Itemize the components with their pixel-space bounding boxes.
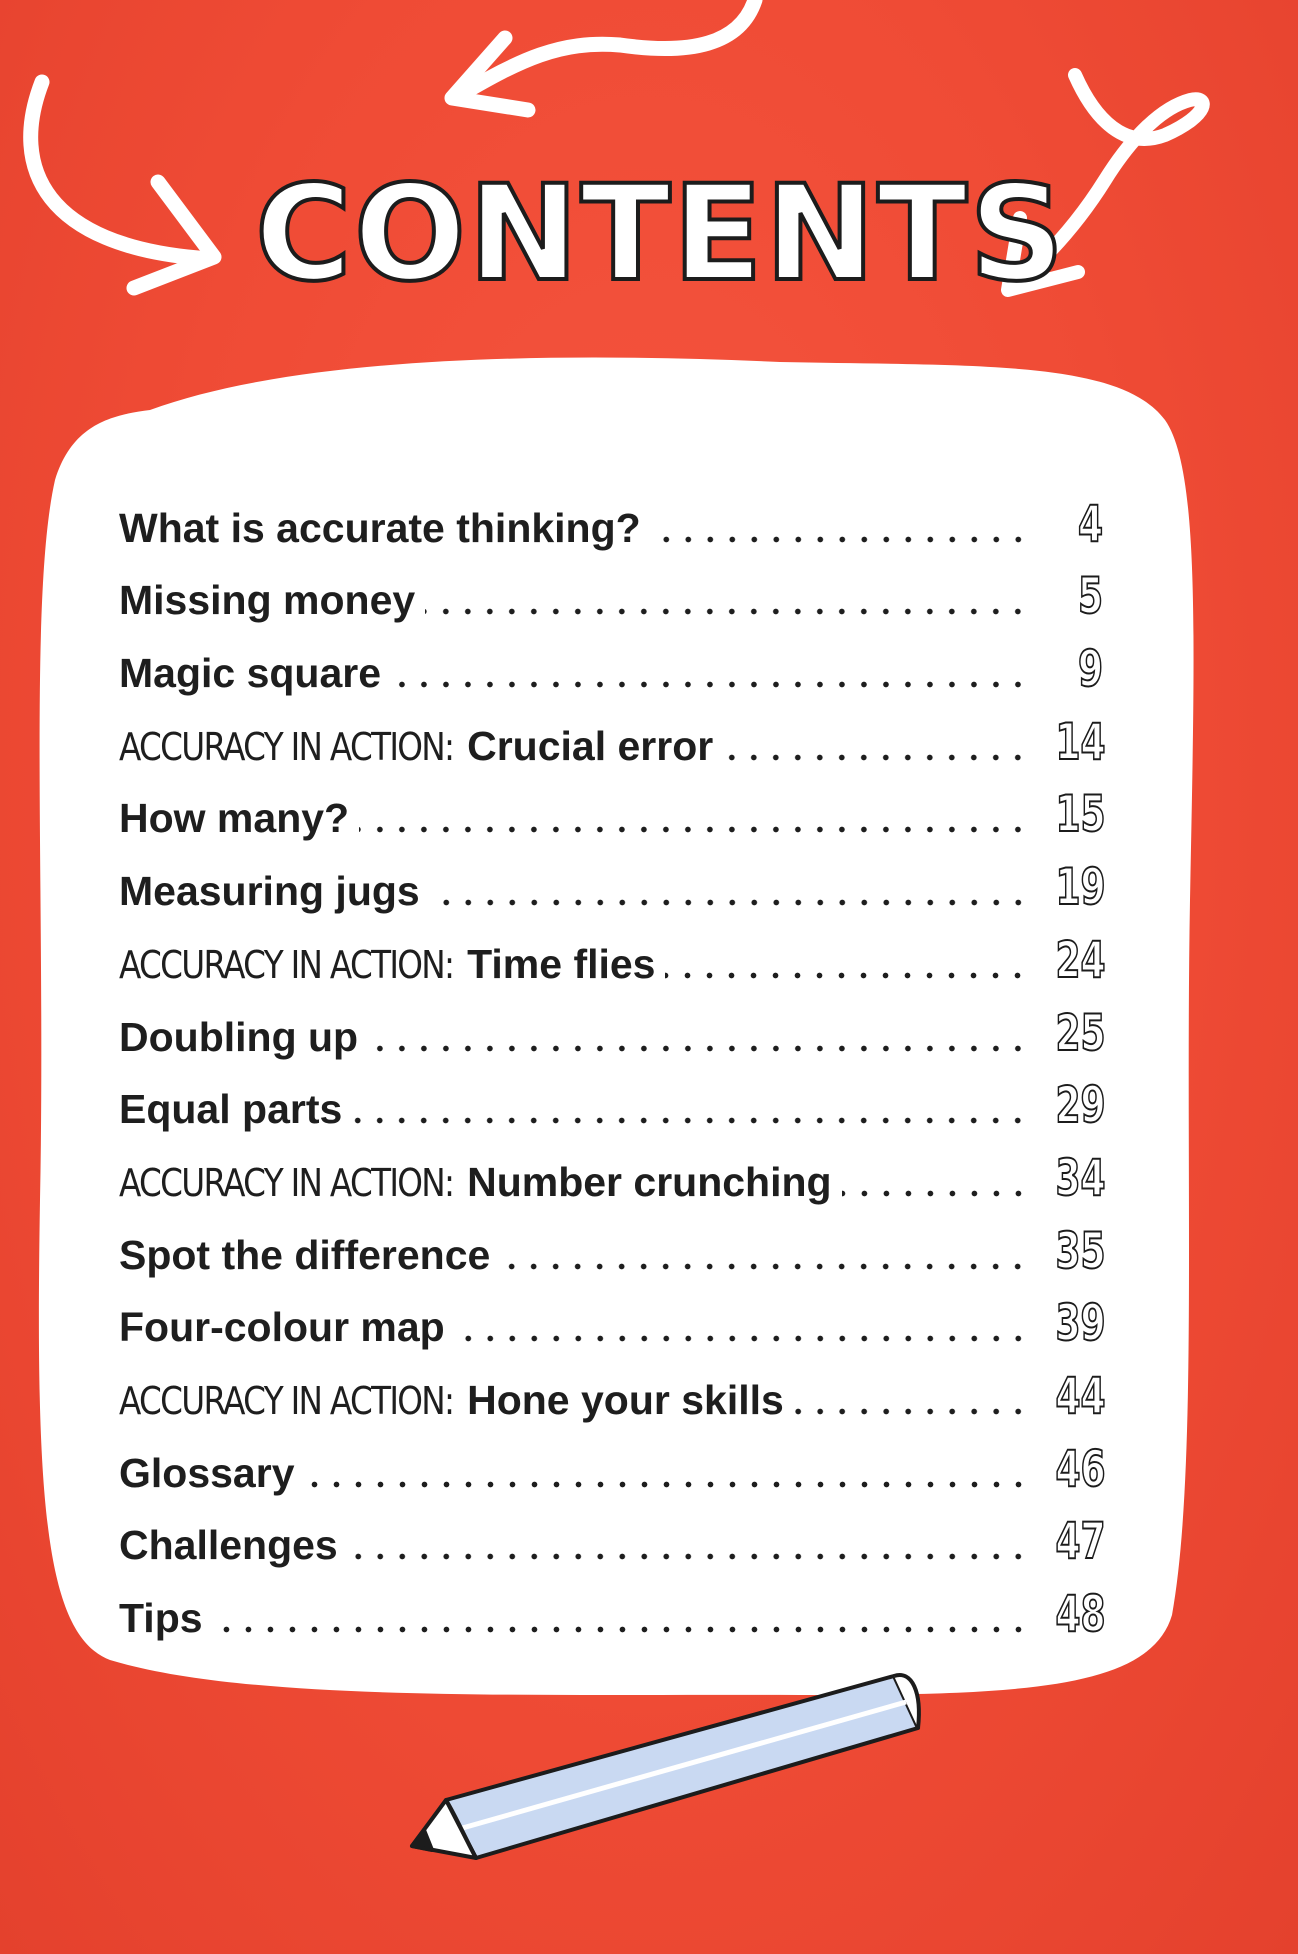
toc-entry-title: [119, 1231, 491, 1278]
dot-leader: [425, 608, 1029, 615]
toc-entry-title: [119, 1522, 338, 1569]
toc-page-number: 47: [1055, 1512, 1106, 1571]
dot-leader: [359, 826, 1029, 833]
toc-entry-label: Doubling up: [119, 1013, 359, 1060]
toc-entry: [119, 922, 1106, 995]
toc-entry-label: Missing money: [119, 577, 416, 624]
dot-leader: [368, 1045, 1029, 1052]
toc-entry-label: Number crunching: [467, 1158, 832, 1205]
dot-leader: [430, 899, 1029, 906]
toc-entry-label: Spot the difference: [119, 1231, 491, 1278]
toc-entry: [119, 1286, 1106, 1359]
toc-entry-label: Four-colour map: [119, 1304, 445, 1351]
toc-page-number: 44: [1055, 1366, 1106, 1425]
toc-entry-label: Crucial error: [467, 722, 714, 769]
dot-leader: [305, 1481, 1030, 1488]
toc-entry-title: [119, 940, 656, 987]
toc-entry-label: Glossary: [119, 1449, 295, 1496]
toc-entry-title: [119, 1376, 784, 1423]
toc-entry-title: [119, 1086, 343, 1133]
dot-leader: [391, 681, 1029, 688]
toc-entry: [119, 1504, 1106, 1577]
toc-entry-title: [119, 1304, 445, 1351]
toc-page-number: 48: [1055, 1585, 1106, 1643]
dot-leader: [723, 754, 1029, 761]
dot-leader: [352, 1117, 1029, 1124]
toc-entry-label: What is accurate thinking?: [119, 504, 641, 551]
toc-page-number: 46: [1055, 1439, 1106, 1498]
toc-entry-title: [119, 795, 350, 842]
toc-entry: [119, 777, 1106, 850]
toc-page-number: 5: [1077, 567, 1103, 626]
toc-entry-prefix: ACCURACY IN ACTION:: [119, 1378, 454, 1423]
toc-entry-label: Magic square: [119, 650, 382, 697]
toc-entry-label: How many?: [119, 795, 350, 842]
toc-entry-title: [119, 577, 416, 624]
toc-entry-label: Measuring jugs: [119, 868, 420, 915]
toc-page-number: 15: [1055, 785, 1106, 844]
toc-entry: [119, 1358, 1106, 1431]
toc-entry-title: [119, 1449, 295, 1496]
dot-leader: [842, 1190, 1029, 1197]
toc-entry: [119, 631, 1103, 704]
toc-entry-label: Tips: [119, 1595, 203, 1641]
toc-entry: [119, 1213, 1106, 1286]
toc-entry: [119, 1140, 1106, 1213]
toc-entry-title: [119, 722, 714, 769]
toc-page-number: 29: [1055, 1076, 1106, 1135]
toc-entry: [119, 1068, 1106, 1141]
toc-entry-title: [119, 650, 382, 697]
left-arrow-icon: [31, 82, 214, 288]
toc-entry-title: [119, 1013, 359, 1060]
dot-leader: [455, 1335, 1029, 1342]
toc-page-number: 24: [1055, 930, 1106, 989]
toc-page-number: 34: [1055, 1148, 1106, 1207]
toc-entry-label: Time flies: [467, 940, 656, 987]
toc-page-number: 25: [1055, 1003, 1106, 1062]
toc-entry: [119, 559, 1103, 632]
toc-entry-title: [119, 868, 420, 915]
toc-entry: [119, 1431, 1106, 1504]
toc-page-number: 35: [1055, 1221, 1106, 1280]
top-arrow-icon: [452, 0, 755, 110]
toc-entry-label: Challenges: [119, 1522, 338, 1569]
toc-entry-title: [119, 504, 641, 551]
toc-entry-label: Hone your skills: [467, 1376, 784, 1423]
toc-entry: [119, 995, 1106, 1068]
pencil-icon: [412, 1675, 919, 1858]
dot-leader: [213, 1626, 1029, 1633]
dot-leader: [794, 1408, 1029, 1415]
dot-leader: [665, 972, 1029, 979]
toc-entry: [119, 704, 1106, 777]
dot-leader: [348, 1553, 1029, 1560]
toc-page-number: 9: [1077, 640, 1103, 699]
toc-page-number: 39: [1055, 1294, 1106, 1353]
toc-entry: [119, 486, 1103, 559]
toc-entry-title: [119, 1158, 832, 1205]
toc-entry-prefix: ACCURACY IN ACTION:: [119, 724, 454, 769]
toc-entry-prefix: ACCURACY IN ACTION:: [119, 942, 454, 987]
toc-entry-prefix: ACCURACY IN ACTION:: [119, 1160, 454, 1205]
dot-leader: [651, 536, 1029, 543]
table-of-contents: [119, 486, 1106, 1649]
toc-entry-label: Equal parts: [119, 1086, 343, 1133]
page-title: CONTENTS: [255, 157, 1067, 311]
toc-entry: [119, 1576, 1106, 1649]
toc-entry-title: [119, 1595, 203, 1641]
toc-page-number: 19: [1055, 858, 1106, 917]
dot-leader: [500, 1263, 1029, 1270]
toc-page-number: 4: [1077, 494, 1103, 553]
toc-page-number: 14: [1055, 712, 1106, 771]
toc-entry: [119, 849, 1106, 922]
